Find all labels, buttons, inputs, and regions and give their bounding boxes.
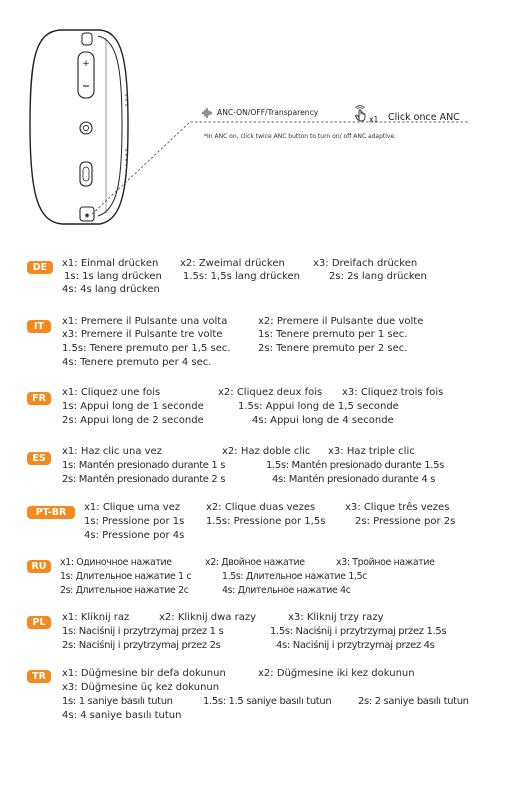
sound-wave-icon [202, 108, 216, 118]
instruction: 1.5s: 1.5 saniye basılı tutun [203, 696, 332, 707]
instruction: 4s: Длительное нажатие 4с [222, 585, 351, 596]
click-instruction: Click once ANC [388, 112, 460, 123]
instruction: 1s: Pressione por 1s [84, 516, 185, 527]
instruction: 4s: Pressione por 4s [84, 530, 185, 541]
anc-note: *In ANC on, click twice ANC button to turn on/ off ANC adaptive. [204, 133, 397, 140]
instruction: 2s: Pressione por 2s [355, 516, 456, 527]
instruction: 1.5s: Appui long de 1,5 seconde [238, 401, 399, 412]
instruction: x2: Düğmesine iki kez dokunun [258, 668, 415, 679]
instruction: 1s: 1 saniye basılı tutun [62, 696, 173, 707]
svg-text:◉: ◉ [84, 212, 90, 219]
instruction: x2: Cliquez deux fois [218, 387, 323, 398]
lang-badge: FR [27, 392, 51, 405]
instruction: 1.5s: Mantén presionado durante 1.5s [266, 460, 444, 471]
instruction: 2s: 2 saniye basılı tutun [358, 696, 469, 707]
instruction: x3: Kliknij trzy razy [288, 612, 384, 623]
instruction: x1: Einmal drücken [62, 258, 159, 269]
press-count: x1 [369, 115, 379, 124]
instruction: 4s: Tenere premuto per 4 sec. [62, 357, 212, 368]
instruction: 4s: 4s lang drücken [62, 284, 160, 295]
instruction: 1.5s: 1,5s lang drücken [183, 271, 300, 282]
svg-text:+: + [82, 59, 90, 69]
instruction: 2s: 2s lang drücken [329, 271, 427, 282]
lang-badge: PT-BR [27, 506, 75, 519]
instruction: x1: Haz clic una vez [62, 446, 162, 457]
instruction: 2s: Длительное нажатие 2с [60, 585, 189, 596]
headphone-diagram [0, 0, 505, 240]
hand-tap-icon [353, 104, 369, 122]
instruction: x2: Kliknij dwa razy [159, 612, 257, 623]
instruction: 2s: Appui long de 2 seconde [62, 415, 204, 426]
instruction: x3: Premere il Pulsante tre volte [62, 329, 223, 340]
instruction: x3: Clique três vezes [345, 502, 450, 513]
instruction: x1: Одиночное нажатие [60, 557, 172, 568]
instruction: x1: Cliquez une fois [62, 387, 161, 398]
lang-badge: ES [27, 452, 51, 465]
instruction: 1s: 1s lang drücken [64, 271, 162, 282]
instruction: 4s: Mantén presionado durante 4 s [272, 474, 436, 485]
instruction: 4s: Naciśnij i przytrzymaj przez 4s [276, 640, 435, 651]
instruction: x1: Düğmesine bir defa dokunun [62, 668, 226, 679]
instruction: 2s: Mantén presionado durante 2 s [62, 474, 226, 485]
instruction: x3: Cliquez trois fois [342, 387, 444, 398]
instruction: x3: Haz triple clic [328, 446, 415, 457]
anc-label: ANC-ON/OFF/Transparency [217, 108, 319, 117]
instruction: 1s: Tenere premuto per 1 sec. [258, 329, 408, 340]
instruction: x1: Clique uma vez [84, 502, 181, 513]
instruction: x1: Premere il Pulsante una volta [62, 316, 228, 327]
instruction: x1: Kliknij raz [62, 612, 130, 623]
instruction: x3: Düğmesine üç kez dokunun [62, 682, 220, 693]
instruction: 1.5s: Pressione por 1,5s [206, 516, 326, 527]
lang-badge: DE [27, 261, 53, 274]
instruction: 2s: Naciśnij i przytrzymaj przez 2s [62, 640, 221, 651]
lang-badge: IT [27, 320, 51, 333]
lang-badge: TR [27, 670, 51, 683]
instruction: 4s: Appui long de 4 seconde [252, 415, 394, 426]
instruction: 1s: Mantén presionado durante 1 s [62, 460, 226, 471]
instruction: x2: Двойное нажатие [205, 557, 305, 568]
instruction: 4s: 4 saniye basılı tutun [62, 710, 182, 721]
instruction: x2: Haz doble clic [222, 446, 311, 457]
lang-badge: RU [27, 560, 51, 573]
instruction: 2s: Tenere premuto per 2 sec. [258, 343, 408, 354]
instruction: x3: Dreifach drücken [313, 258, 418, 269]
instruction: 1.5s: Naciśnij i przytrzymaj przez 1.5s [270, 626, 447, 637]
lang-badge: PL [27, 616, 51, 629]
instruction: 1.5s: Длительное нажатие 1,5с [222, 571, 367, 582]
instruction: 1s: Длительное нажатие 1 с [60, 571, 192, 582]
instruction: x2: Clique duas vezes [206, 502, 316, 513]
instruction: x2: Zweimal drücken [180, 258, 285, 269]
instruction: 1s: Appui long de 1 seconde [62, 401, 204, 412]
instruction: 1s: Naciśnij i przytrzymaj przez 1 s [62, 626, 224, 637]
instruction: x2: Premere il Pulsante due volte [258, 316, 424, 327]
instruction: x3: Тройное нажатие [336, 557, 435, 568]
instruction: 1.5s: Tenere premuto per 1,5 sec. [62, 343, 231, 354]
